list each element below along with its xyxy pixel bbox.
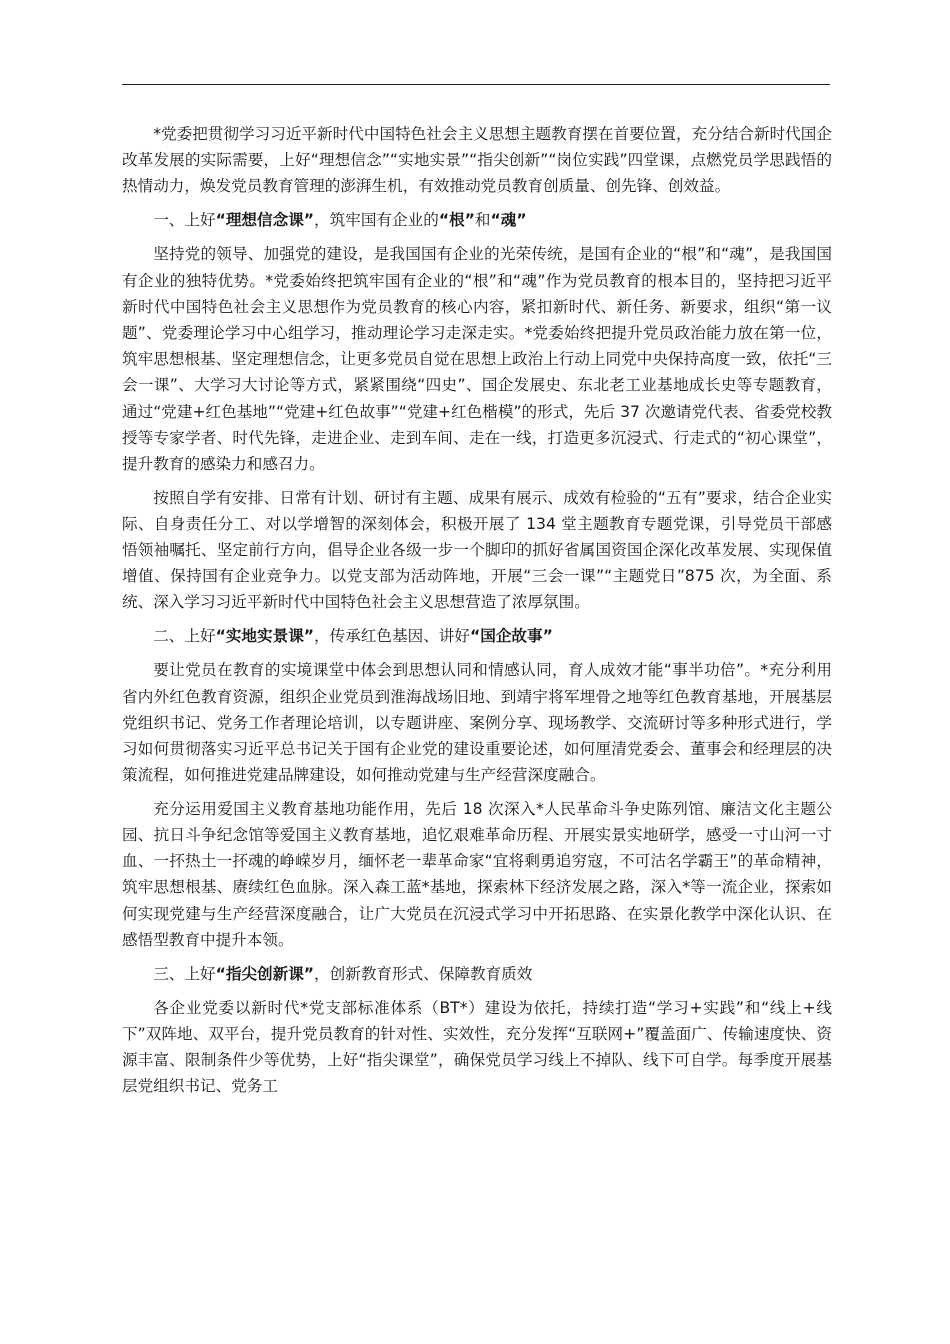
document-body	[122, 121, 832, 1107]
header-rule	[122, 84, 830, 85]
section-heading-2-middle: ，传承红色基因、讲好	[314, 627, 470, 646]
section-heading-1-and: 和	[474, 211, 491, 230]
section-2-paragraph-1: 要让党员在教育的实境课堂中体会到思想认同和情感认同，育人成效才能“事半功倍”。*充分利用省内外红色教育资源，组织企业党员到淮海战场旧地、到靖宇将军埋骨之地等红色教育基地，开展基层党组织书记、党务工作者理论培训，以专题讲座、案例分享、现场教学、交流研讨等多种形式进行，学习如何贯彻落实习近平总书记关于国有企业党的建设重要论述，如何厘清党委会、董事会和经理层的决策流程，如何推进党建品牌建设，如何推动党建与生产经营深度融合。	[122, 661, 832, 785]
section-3-paragraph-1: 各企业党委以新时代*党支部标准体系（BT*）建设为依托，持续打造“学习+实践”和“线上+线下”双阵地、双平台，提升党员教育的针对性、实效性，充分发挥“互联网+”覆盖面广、传输速度快、资源丰富、限制条件少等优势，上好“指尖课堂”，确保党员学习线上不掉队、线下可自学。每季度开展基层党组织书记、党务工	[122, 998, 832, 1096]
section-heading-3-prefix: 三、上好	[153, 964, 216, 983]
section-heading-1-middle: ，筑牢国有企业的	[314, 211, 439, 230]
section-heading-1-prefix: 一、上好	[153, 211, 216, 230]
section-heading-2-story: “国企故事”	[470, 627, 553, 646]
section-heading-1	[122, 207, 832, 233]
section-2-paragraph-2: 充分运用爱国主义教育基地功能作用，先后 18 次深入*人民革命斗争史陈列馆、廉洁文化主题公园、抗日斗争纪念馆等爱国主义教育基地，追忆艰难革命历程、开展实景实地研学，感受一寸山河一寸血、一抔热土一抔魂的峥嵘岁月，缅怀老一辈革命家“宜将剩勇追穷寇，不可沽名学霸王”的革命精神，筑牢思想根基、赓续红色血脉。深入森工蓝*基地，探索林下经济发展之路，深入*等一流企业，探索如何实现党建与生产经营深度融合，让广大党员在沉浸式学习中开拓思路、在实景化教学中深化认识、在感悟型教育中提升本领。	[122, 799, 832, 949]
section-heading-3	[122, 961, 832, 987]
section-heading-1-keyword: “理想信念课”	[215, 211, 315, 230]
section-heading-1-root: “根”	[438, 211, 475, 230]
section-heading-2-prefix: 二、上好	[153, 627, 216, 646]
section-heading-3-keyword: “指尖创新课”	[215, 964, 315, 983]
section-heading-1-soul: “魂”	[490, 211, 527, 230]
intro-paragraph: *党委把贯彻学习习近平新时代中国特色社会主义思想主题教育摆在首要位置，充分结合新时代国企改革发展的实际需要，上好“理想信念”“实地实景”“指尖创新”“岗位实践”四堂课，点燃党员学思践悟的热情动力，焕发党员教育管理的澎湃生机，有效推动党员教育创质量、创先锋、创效益。	[122, 125, 832, 196]
section-heading-3-middle: ，创新教育形式、保障教育质效	[314, 964, 533, 983]
section-heading-2-keyword: “实地实景课”	[215, 627, 315, 646]
section-1-paragraph-1: 坚持党的领导、加强党的建设，是我国国有企业的光荣传统，是国有企业的“根”和“魂”，是我国国有企业的独特优势。*党委始终把筑牢国有企业的“根”和“魂”作为党员教育的根本目的，坚持把习近平新时代中国特色社会主义思想作为党员教育的核心内容，紧扣新时代、新任务、新要求，组织“第一议题”、党委理论学习中心组学习，推动理论学习走深走实。*党委始终把提升党员政治能力放在第一位，筑牢思想根基、坚定理想信念，让更多党员自觉在思想上政治上行动上同党中央保持高度一致，依托“三会一课”、大学习大讨论等方式，紧紧围绕“四史”、国企发展史、东北老工业基地成长史等专题教育，通过“党建+红色基地”“党建+红色故事”“党建+红色楷模”的形式，先后 37 次邀请党代表、省委党校教授等专家学者、时代先锋，走进企业、走到车间、走在一线，打造更多沉浸式、行走式的“初心课堂”，提升教育的感染力和感召力。	[122, 245, 832, 473]
section-heading-2	[122, 623, 832, 649]
section-1-paragraph-2: 按照自学有安排、日常有计划、研讨有主题、成果有展示、成效有检验的“五有”要求，结合企业实际、自身责任分工、对以学增智的深刻体会，积极开展了 134 堂主题教育专题党课，引导党员干部感悟领袖嘱托、坚定前行方向，倡导企业各级一步一个脚印的抓好省属国资国企深化改革发展、实现保值增值、保持国有企业竞争力。以党支部为活动阵地，开展“三会一课”“主题党日”875 次，为全面、系统、深入学习习近平新时代中国特色社会主义思想营造了浓厚氛围。	[122, 488, 832, 612]
